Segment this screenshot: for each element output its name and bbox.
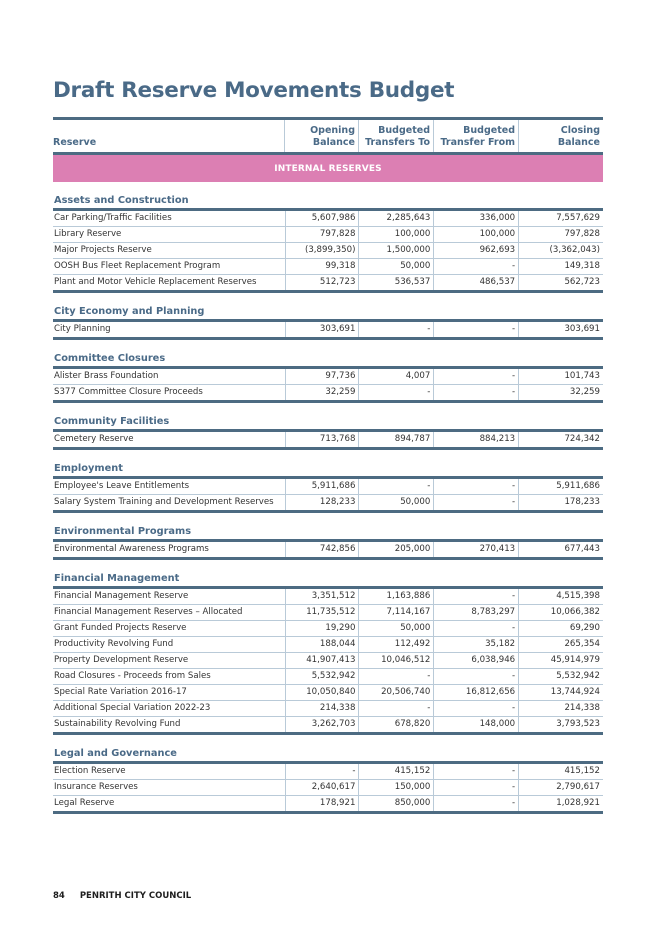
table-row bbox=[53, 779, 603, 795]
table-row bbox=[53, 211, 603, 226]
cell-budgeted-transfers-to: 415,152 bbox=[358, 764, 433, 779]
reserve-movements-table bbox=[53, 117, 603, 814]
cell-budgeted-transfers-to: 7,114,167 bbox=[358, 605, 433, 620]
cell-reserve-name: Environmental Awareness Programs bbox=[54, 544, 209, 554]
group-heading: Legal and Governance bbox=[54, 748, 177, 759]
cell-budgeted-transfer-from: - bbox=[433, 369, 518, 384]
cell-budgeted-transfer-from: - bbox=[433, 796, 518, 811]
cell-opening-balance: (3,899,350) bbox=[285, 243, 359, 258]
header-opening-balance: Opening Balance bbox=[284, 120, 358, 152]
cell-budgeted-transfer-from: - bbox=[433, 385, 518, 400]
cell-reserve-name: Financial Management Reserve bbox=[54, 591, 189, 601]
table-row bbox=[53, 636, 603, 652]
cell-budgeted-transfer-from: - bbox=[433, 780, 518, 795]
cell-budgeted-transfers-to: 50,000 bbox=[358, 259, 433, 274]
cell-opening-balance: 214,338 bbox=[285, 701, 359, 716]
group-heading: Employment bbox=[54, 463, 123, 474]
cell-opening-balance: 3,262,703 bbox=[285, 717, 359, 732]
cell-budgeted-transfer-from: 148,000 bbox=[433, 717, 518, 732]
reserve-groups bbox=[53, 194, 603, 814]
footer-organisation: PENRITH CITY COUNCIL bbox=[79, 891, 192, 901]
table-row bbox=[53, 258, 603, 274]
cell-reserve-name: Financial Management Reserves – Allocated bbox=[54, 607, 243, 617]
cell-budgeted-transfers-to: - bbox=[358, 701, 433, 716]
cell-closing-balance: 265,354 bbox=[518, 637, 603, 652]
reserve-group bbox=[53, 305, 603, 340]
cell-opening-balance: 3,351,512 bbox=[285, 589, 359, 604]
cell-budgeted-transfers-to: 50,000 bbox=[358, 495, 433, 510]
group-heading: Assets and Construction bbox=[54, 195, 189, 206]
cell-reserve-name: Insurance Reserves bbox=[54, 782, 138, 792]
cell-reserve-name: Road Closures - Proceeds from Sales bbox=[54, 671, 211, 681]
cell-opening-balance: 97,736 bbox=[285, 369, 359, 384]
header-budgeted-transfers-to: Budgeted Transfers To bbox=[358, 120, 433, 152]
table-row bbox=[53, 589, 603, 604]
cell-closing-balance: 5,911,686 bbox=[518, 479, 603, 494]
cell-opening-balance: 5,607,986 bbox=[285, 211, 359, 226]
cell-budgeted-transfers-to: 850,000 bbox=[358, 796, 433, 811]
table-header bbox=[53, 117, 603, 155]
cell-budgeted-transfer-from: 35,182 bbox=[433, 637, 518, 652]
cell-opening-balance: 178,921 bbox=[285, 796, 359, 811]
cell-budgeted-transfer-from: - bbox=[433, 669, 518, 684]
cell-closing-balance: 149,318 bbox=[518, 259, 603, 274]
cell-budgeted-transfers-to: - bbox=[358, 669, 433, 684]
cell-budgeted-transfers-to: - bbox=[358, 479, 433, 494]
group-heading: Financial Management bbox=[54, 573, 180, 584]
table-row bbox=[53, 369, 603, 384]
cell-opening-balance: 41,907,413 bbox=[285, 653, 359, 668]
group-rows bbox=[53, 586, 603, 735]
cell-reserve-name: Special Rate Variation 2016-17 bbox=[54, 687, 187, 697]
cell-reserve-name: Productivity Revolving Fund bbox=[54, 639, 174, 649]
cell-closing-balance: 10,066,382 bbox=[518, 605, 603, 620]
cell-closing-balance: 178,233 bbox=[518, 495, 603, 510]
cell-budgeted-transfers-to: - bbox=[358, 385, 433, 400]
cell-budgeted-transfers-to: 50,000 bbox=[358, 621, 433, 636]
cell-reserve-name: Alister Brass Foundation bbox=[54, 371, 159, 381]
cell-budgeted-transfers-to: 205,000 bbox=[358, 542, 433, 557]
cell-budgeted-transfer-from: - bbox=[433, 589, 518, 604]
cell-opening-balance: 512,723 bbox=[285, 275, 359, 290]
cell-budgeted-transfer-from: 270,413 bbox=[433, 542, 518, 557]
table-row bbox=[53, 684, 603, 700]
cell-reserve-name: Car Parking/Traffic Facilities bbox=[54, 213, 172, 223]
table-row bbox=[53, 479, 603, 494]
cell-opening-balance: 713,768 bbox=[285, 432, 359, 447]
cell-closing-balance: 32,259 bbox=[518, 385, 603, 400]
cell-budgeted-transfer-from: 100,000 bbox=[433, 227, 518, 242]
cell-budgeted-transfer-from: - bbox=[433, 764, 518, 779]
cell-opening-balance: 742,856 bbox=[285, 542, 359, 557]
reserve-group bbox=[53, 415, 603, 450]
table-row bbox=[53, 668, 603, 684]
group-rows bbox=[53, 429, 603, 450]
cell-reserve-name: Property Development Reserve bbox=[54, 655, 189, 665]
cell-reserve-name: Legal Reserve bbox=[54, 798, 115, 808]
cell-closing-balance: 4,515,398 bbox=[518, 589, 603, 604]
cell-closing-balance: 69,290 bbox=[518, 621, 603, 636]
cell-closing-balance: 13,744,924 bbox=[518, 685, 603, 700]
group-rows bbox=[53, 366, 603, 403]
cell-budgeted-transfer-from: 486,537 bbox=[433, 275, 518, 290]
reserve-group bbox=[53, 194, 603, 293]
cell-reserve-name: Grant Funded Projects Reserve bbox=[54, 623, 187, 633]
cell-reserve-name: Cemetery Reserve bbox=[54, 434, 134, 444]
page-number: 84 bbox=[53, 891, 65, 901]
reserve-group bbox=[53, 352, 603, 403]
group-heading: City Economy and Planning bbox=[54, 306, 205, 317]
cell-opening-balance: 5,532,942 bbox=[285, 669, 359, 684]
cell-closing-balance: 303,691 bbox=[518, 322, 603, 337]
cell-reserve-name: Election Reserve bbox=[54, 766, 126, 776]
cell-opening-balance: 303,691 bbox=[285, 322, 359, 337]
header-budgeted-transfer-from: Budgeted Transfer From bbox=[433, 120, 518, 152]
cell-budgeted-transfer-from: 16,812,656 bbox=[433, 685, 518, 700]
cell-opening-balance: 11,735,512 bbox=[285, 605, 359, 620]
cell-budgeted-transfer-from: 962,693 bbox=[433, 243, 518, 258]
table-row bbox=[53, 322, 603, 337]
table-row bbox=[53, 542, 603, 557]
cell-opening-balance: 128,233 bbox=[285, 495, 359, 510]
cell-budgeted-transfers-to: - bbox=[358, 322, 433, 337]
reserve-group bbox=[53, 572, 603, 735]
cell-reserve-name: Major Projects Reserve bbox=[54, 245, 152, 255]
cell-budgeted-transfer-from: - bbox=[433, 621, 518, 636]
cell-closing-balance: 7,557,629 bbox=[518, 211, 603, 226]
cell-budgeted-transfers-to: 1,163,886 bbox=[358, 589, 433, 604]
cell-budgeted-transfer-from: - bbox=[433, 701, 518, 716]
cell-budgeted-transfer-from: 336,000 bbox=[433, 211, 518, 226]
group-heading: Environmental Programs bbox=[54, 526, 192, 537]
table-row bbox=[53, 764, 603, 779]
table-row bbox=[53, 795, 603, 811]
cell-budgeted-transfers-to: 10,046,512 bbox=[358, 653, 433, 668]
group-heading: Community Facilities bbox=[54, 416, 170, 427]
cell-budgeted-transfers-to: 150,000 bbox=[358, 780, 433, 795]
cell-reserve-name: Sustainability Revolving Fund bbox=[54, 719, 181, 729]
cell-closing-balance: 562,723 bbox=[518, 275, 603, 290]
cell-closing-balance: 415,152 bbox=[518, 764, 603, 779]
cell-budgeted-transfers-to: 1,500,000 bbox=[358, 243, 433, 258]
cell-opening-balance: 19,290 bbox=[285, 621, 359, 636]
cell-budgeted-transfers-to: 20,506,740 bbox=[358, 685, 433, 700]
cell-reserve-name: Additional Special Variation 2022-23 bbox=[54, 703, 211, 713]
cell-budgeted-transfer-from: 884,213 bbox=[433, 432, 518, 447]
cell-opening-balance: - bbox=[285, 764, 359, 779]
cell-reserve-name: S377 Committee Closure Proceeds bbox=[54, 387, 203, 397]
group-rows bbox=[53, 539, 603, 560]
group-rows bbox=[53, 208, 603, 293]
cell-opening-balance: 5,911,686 bbox=[285, 479, 359, 494]
cell-opening-balance: 188,044 bbox=[285, 637, 359, 652]
group-rows bbox=[53, 476, 603, 513]
table-row bbox=[53, 274, 603, 290]
cell-closing-balance: 101,743 bbox=[518, 369, 603, 384]
cell-reserve-name: OOSH Bus Fleet Replacement Program bbox=[54, 261, 221, 271]
reserve-group bbox=[53, 462, 603, 513]
table-row bbox=[53, 242, 603, 258]
cell-closing-balance: 677,443 bbox=[518, 542, 603, 557]
group-heading: Committee Closures bbox=[54, 353, 166, 364]
table-row bbox=[53, 604, 603, 620]
cell-budgeted-transfer-from: - bbox=[433, 259, 518, 274]
cell-closing-balance: 3,793,523 bbox=[518, 717, 603, 732]
table-row bbox=[53, 226, 603, 242]
cell-closing-balance: 724,342 bbox=[518, 432, 603, 447]
reserve-group bbox=[53, 525, 603, 560]
cell-reserve-name: Library Reserve bbox=[54, 229, 122, 239]
table-row bbox=[53, 494, 603, 510]
cell-budgeted-transfers-to: 536,537 bbox=[358, 275, 433, 290]
cell-closing-balance: 45,914,979 bbox=[518, 653, 603, 668]
group-rows bbox=[53, 761, 603, 814]
cell-closing-balance: 797,828 bbox=[518, 227, 603, 242]
cell-budgeted-transfer-from: - bbox=[433, 322, 518, 337]
cell-opening-balance: 797,828 bbox=[285, 227, 359, 242]
cell-budgeted-transfers-to: 4,007 bbox=[358, 369, 433, 384]
table-row bbox=[53, 384, 603, 400]
cell-closing-balance: (3,362,043) bbox=[518, 243, 603, 258]
page-title: Draft Reserve Movements Budget bbox=[53, 78, 455, 103]
cell-closing-balance: 214,338 bbox=[518, 701, 603, 716]
cell-reserve-name: City Planning bbox=[54, 324, 111, 334]
cell-budgeted-transfers-to: 894,787 bbox=[358, 432, 433, 447]
header-reserve: Reserve bbox=[53, 137, 97, 148]
cell-opening-balance: 32,259 bbox=[285, 385, 359, 400]
cell-closing-balance: 2,790,617 bbox=[518, 780, 603, 795]
cell-closing-balance: 1,028,921 bbox=[518, 796, 603, 811]
cell-closing-balance: 5,532,942 bbox=[518, 669, 603, 684]
cell-budgeted-transfers-to: 100,000 bbox=[358, 227, 433, 242]
cell-budgeted-transfer-from: - bbox=[433, 479, 518, 494]
reserve-group bbox=[53, 747, 603, 814]
table-row bbox=[53, 652, 603, 668]
table-row bbox=[53, 432, 603, 447]
cell-budgeted-transfers-to: 2,285,643 bbox=[358, 211, 433, 226]
cell-opening-balance: 99,318 bbox=[285, 259, 359, 274]
group-rows bbox=[53, 319, 603, 340]
cell-reserve-name: Employee's Leave Entitlements bbox=[54, 481, 190, 491]
cell-budgeted-transfer-from: 8,783,297 bbox=[433, 605, 518, 620]
cell-budgeted-transfers-to: 678,820 bbox=[358, 717, 433, 732]
cell-opening-balance: 2,640,617 bbox=[285, 780, 359, 795]
cell-budgeted-transfer-from: - bbox=[433, 495, 518, 510]
table-row bbox=[53, 716, 603, 732]
table-row bbox=[53, 700, 603, 716]
table-row bbox=[53, 620, 603, 636]
cell-budgeted-transfer-from: 6,038,946 bbox=[433, 653, 518, 668]
page-footer bbox=[53, 891, 191, 901]
cell-budgeted-transfers-to: 112,492 bbox=[358, 637, 433, 652]
section-band-internal-reserves: INTERNAL RESERVES bbox=[53, 155, 603, 182]
cell-opening-balance: 10,050,840 bbox=[285, 685, 359, 700]
cell-reserve-name: Plant and Motor Vehicle Replacement Reserves bbox=[54, 277, 257, 287]
header-closing-balance: Closing Balance bbox=[518, 120, 603, 152]
cell-reserve-name: Salary System Training and Development Reserves bbox=[54, 497, 274, 507]
